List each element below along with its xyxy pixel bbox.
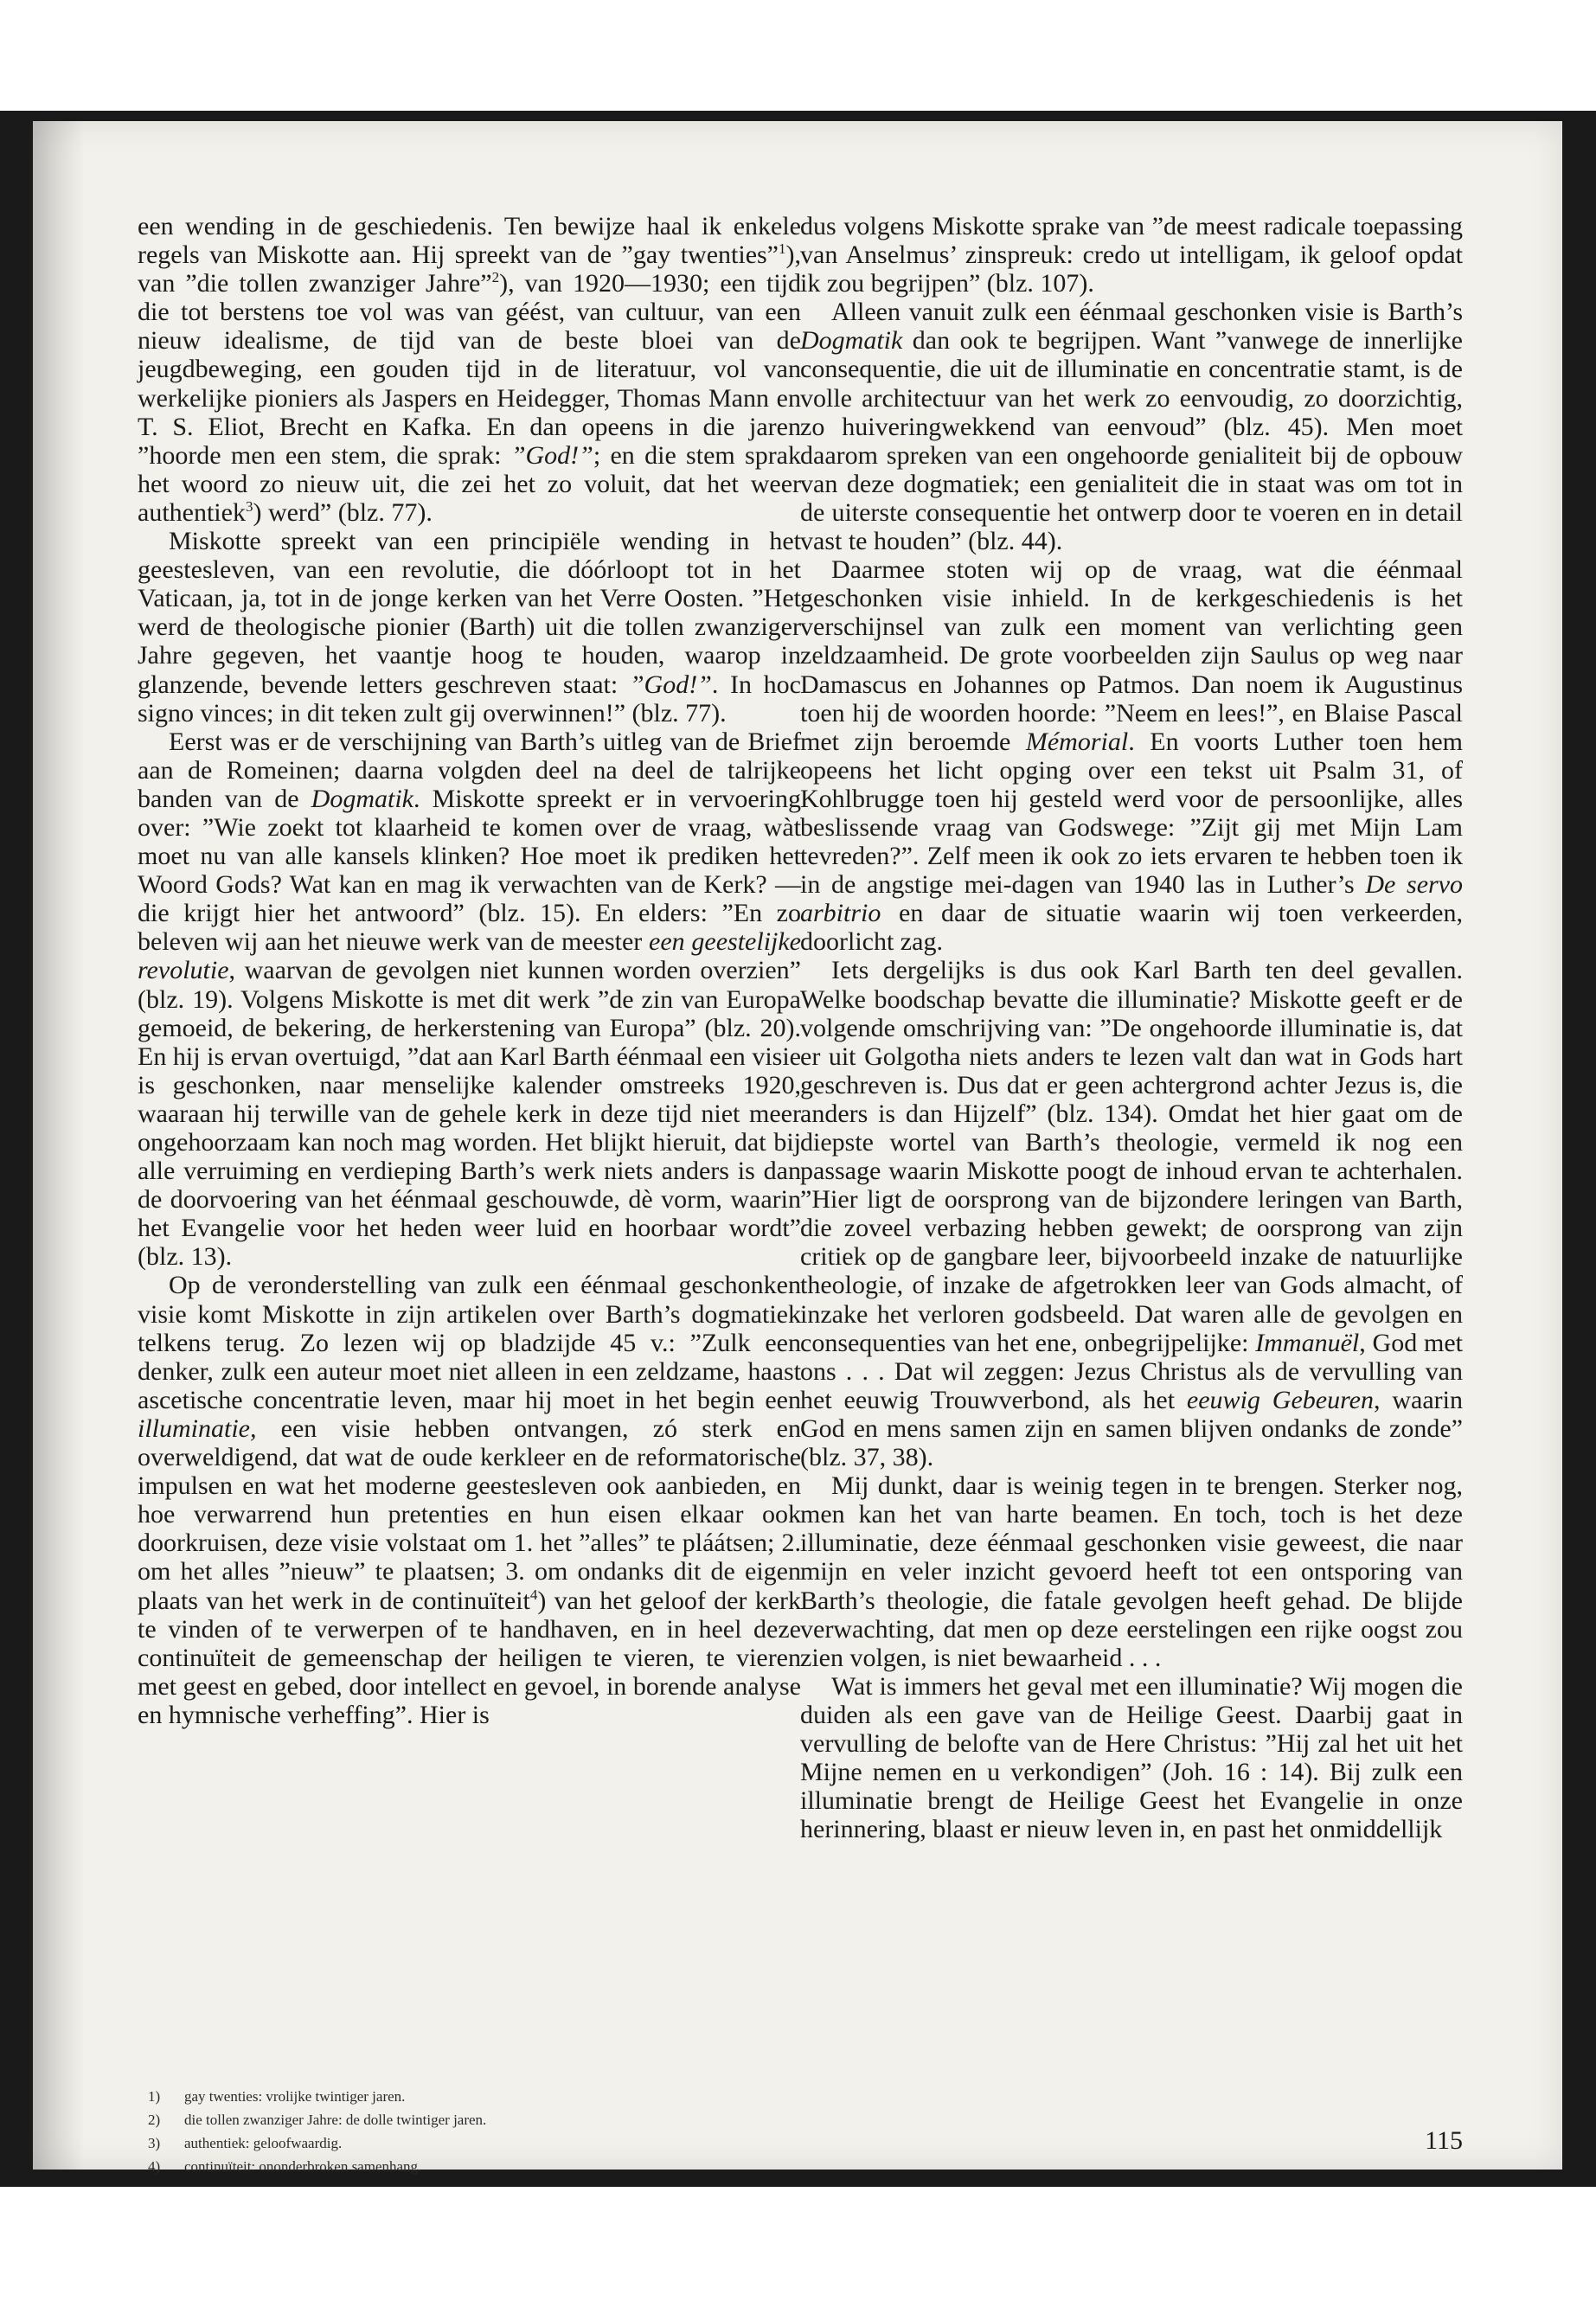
text-run: ; en die stem sprak het woord zo nieuw uit, die zei het zo voluit, dat het weer authentiek — [138, 440, 801, 527]
footnote-ref: 4 — [529, 1586, 538, 1603]
paragraph — [800, 1471, 1463, 1672]
text-run: ) van het geloof der kerk te vinden of te verwerpen of te handhaven, en in heel deze continuïteit de gemeenschap der heiligen te vieren, te vieren met geest en gebed, door intellect en gevoel, in borende analyse en hymnische verheffing”. Hier is — [138, 1586, 801, 1729]
footnote-ref: 3 — [245, 497, 253, 515]
text-run: ) werd” (blz. 77). — [253, 497, 433, 527]
footnote-mark: 2) — [148, 2112, 161, 2128]
italic-text: ”God!” — [629, 670, 712, 699]
text-run: en daar de situatie waarin wij toen verkeerden, doorlicht zag. — [800, 899, 1463, 957]
paragraph — [800, 212, 1463, 298]
text-run: Eerst was er de verschijning van Barth’s uitleg van de Brief aan de Romeinen; daarna volgden deel na deel de talrijke banden van de — [138, 727, 801, 813]
text-run: . In hoc signo vinces; in dit teken zult gij overwinnen!” (blz. 77). — [138, 670, 801, 727]
paragraph — [138, 1271, 801, 1729]
footnote-text: die tollen zwanziger Jahre: de dolle twintiger jaren. — [184, 2112, 487, 2128]
text-run: Miskotte spreekt van een principiële wending in het geestesleven, van een revolutie, die dóórloopt tot in het Vaticaan, ja, tot in de jonge kerken van het Verre Oosten. ”Het werd de theologische pionier (Barth) uit die tollen zwanziger Jahre gegeven, het vaantje hoog te houden, waarop in glanzende, bevende letters geschreven staat: — [138, 527, 801, 699]
text-run: , God met ons . . . Dat wil zeggen: Jezus Christus als de vervulling van het eeuwig Trouwverbond, als het — [800, 1328, 1463, 1414]
book-page — [33, 121, 1562, 2175]
footnote-mark: 1) — [148, 2088, 161, 2105]
italic-text: illuminatie, — [138, 1413, 257, 1443]
scan-border-bottom — [0, 2187, 1596, 2301]
paragraph — [138, 527, 801, 727]
paragraph — [800, 555, 1463, 956]
footnote-mark: 3) — [148, 2135, 161, 2151]
footnote — [138, 2155, 801, 2178]
text-run: Wat is immers het geval met een illuminatie? Wij mogen die duiden als een gave van de Heilige Geest. Daarbij gaat in vervulling de belofte van de Here Christus: ”Hij zal het uit het Mijne nemen en u verkondigen” (Joh. 16 : 14). Bij zulk een illuminatie brengt de Heilige Geest het Evangelie in onze herinnering, blaast er nieuw leven in, en past het onmiddellijk — [800, 1671, 1463, 1844]
text-run: . Miskotte spreekt er in vervoering over: ”Wie zoekt tot klaarheid te komen over de vraag, wàt moet nu van alle kansels klinken? Hoe moet ik prediken het Woord Gods? Wat kan en mag ik verwachten van de Kerk? — die krijgt hier het antwoord” (blz. 15). En elders: ”En zo beleven wij aan het nieuwe werk van de meester — [138, 784, 802, 957]
text-run: dan ook te begrijpen. Want ”vanwege de innerlijke consequentie, die uit de illuminatie en concentratie stamt, is de volle architectuur van het werk zo eenvoudig, zo doorzichtig, zo huiveringwekkend van eenvoud” (blz. 45). Men moet daarom spreken van een ongehoorde genialiteit bij de opbouw van deze dogmatiek; een genialiteit die in staat was om tot in de uiterste consequentie het ontwerp door te voeren en in detail vast te houden” (blz. 44). — [800, 326, 1463, 556]
text-run: Op de veronderstelling van zulk een éénmaal geschonken visie komt Miskotte in zijn artikelen over Barth’s dogmatiek telkens terug. Zo lezen wij op bladzijde 45 v.: ”Zulk een denker, zulk een auteur moet niet alleen in een zeldzame, haast ascetische concentratie leven, maar hij moet in het begin een — [138, 1271, 801, 1414]
footnote — [138, 2108, 801, 2131]
footnote — [138, 2085, 801, 2108]
italic-text: De servo arbitrio — [800, 870, 1463, 928]
text-run: een visie hebben ontvangen, zó sterk en overweldigend, dat wat de oude kerkleer en de reformatorische impulsen en wat het moderne geestesleven ook aanbieden, en hoe verwarrend hun pretenties en hun eisen elkaar ook doorkruisen, deze visie volstaat om 1. het ”alles” te pláátsen; 2. om het alles ”nieuw” te plaatsen; 3. om ondanks dit de eigen plaats van het werk in de continuïteit — [138, 1413, 801, 1615]
footnote — [138, 2131, 801, 2155]
text-run: een wending in de geschiedenis. Ten bewijze haal ik enkele regels van Miskotte aan. Hij spreekt van de ”gay twenties” — [138, 212, 801, 270]
right-column — [800, 212, 1463, 1843]
footnote-text: continuïteit: ononderbroken samenhang. — [184, 2158, 422, 2175]
text-run: ), van 1920—1930; een tijd die tot berstens toe vol was van géést, van cultuur, van een nieuw idealisme, de tijd van de beste bloei van de jeugdbeweging, een gouden tijd in de literatuur, vol van werkelijke pioniers als Jaspers en Heidegger, Thomas Mann en T. S. Eliot, Brecht en Kafka. En dan opeens in die jaren ”hoorde men een stem, die sprak: — [138, 269, 801, 470]
text-run: Iets dergelijks is dus ook Karl Barth ten deel gevallen. Welke boodschap bevatte die illuminatie? Miskotte geeft er de volgende omschrijving van: ”De ongehoorde illuminatie is, dat er uit Golgotha niets anders te lezen valt dan wat in Gods hart geschreven is. Dus dat er geen achtergrond achter Jezus is, die anders is dan Hijzelf” (blz. 134). Omdat het hier gaat om de diepste wortel van Barth’s theologie, vermeld ik nog een passage waarin Miskotte poogt de inhoud ervan te achterhalen. ”Hier ligt de oorsprong van de bijzondere leringen van Barth, die zoveel verbazing hebben gewekt; de oorsprong van zijn critiek op de gangbare leer, bijvoorbeeld inzake de natuurlijke theologie, of inzake de afgetrokken leer van Gods almacht, of inzake het verloren godsbeeld. Dat waren alle de gevolgen en consequenties van het ene, onbegrijpelijke: — [800, 956, 1463, 1357]
scan-border-top — [0, 0, 1596, 111]
italic-text: Immanuël — [1255, 1328, 1360, 1357]
italic-text: Mémorial — [1025, 727, 1129, 756]
italic-text: Dogmatik — [311, 784, 413, 813]
text-run: Alleen vanuit zulk een éénmaal geschonken visie is Barth’s — [831, 298, 1463, 327]
text-run: Daarmee stoten wij op de vraag, wat die éénmaal geschonken visie inhield. In de kerkgeschiedenis is het verschijnsel van zulk een moment van verlichting geen zeldzaamheid. De grote voorbeelden zijn Saulus op weg naar Damascus en Johannes op Patmos. Dan noem ik Augustinus toen hij de woorden hoorde: ”Neem en lees!”, en Blaise Pascal met zijn beroemde — [800, 555, 1463, 756]
paragraph — [800, 1672, 1463, 1844]
footnote-text: authentiek: geloofwaardig. — [184, 2135, 343, 2151]
paragraph — [800, 956, 1463, 1471]
paragraph — [138, 212, 801, 527]
footnote-ref: 1 — [779, 240, 786, 258]
text-run: dus volgens Miskotte sprake van ”de meest radicale toepassing van Anselmus’ zinspreuk: credo ut intelligam, ik geloof opdat ik zou begrijpen” (blz. 107). — [800, 212, 1463, 298]
text-run: ), van ”die tollen zwanziger Jahre” — [138, 240, 801, 298]
left-column — [138, 212, 801, 1729]
footnote-text: gay twenties: vrolijke twintiger jaren. — [184, 2088, 406, 2105]
text-run: . En voorts Luther toen hem opeens het licht opging over een tekst uit Psalm 31, of Kohlbrugge toen hij gesteld werd voor de persoonlijke, alles beslissende vraag van Godswege: ”Zijt gij met Mijn Lam tevreden?”. Zelf meen ik ook zo iets ervaren te hebben toen ik in de angstige mei-dagen van 1940 las in Luther’s — [800, 727, 1463, 900]
footnote-ref: 2 — [491, 269, 500, 286]
footnote-mark: 4) — [148, 2158, 161, 2175]
text-run: Mij dunkt, daar is weinig tegen in te brengen. Sterker nog, men kan het van harte beamen. En toch, toch is het deze illuminatie, deze éénmaal geschonken visie geweest, die naar mijn en veler inzicht gevoerd heeft tot een ontsporing van Barth’s theologie, die fatale gevolgen heeft gehad. De blijde verwachting, dat men op deze eerstelingen een rijke oogst zou zien volgen, is niet bewaarheid . . . — [800, 1471, 1463, 1672]
italic-text: Dogmatik — [800, 326, 903, 356]
text-run: , waarin God en mens samen zijn en samen blijven ondanks de zonde” (blz. 37, 38). — [800, 1385, 1463, 1472]
italic-text: eeuwig Gebeuren — [1186, 1385, 1374, 1414]
italic-text: ”God!” — [510, 440, 593, 470]
page-number: 115 — [1425, 2126, 1463, 2155]
text-run: , waarvan de gevolgen niet kunnen worden overzien” (blz. 19). Volgens Miskotte is met dit werk ”de zin van Europa gemoeid, de bekering, de herkerstening van Europa” (blz. 20). En hij is ervan overtuigd, ”dat aan Karl Barth éénmaal een visie is geschonken, naar menselijke kalender omstreeks 1920, waaraan hij terwille van de gehele kerk in deze tijd niet meer ongehoorzaam kan noch mag worden. Het blijkt hieruit, dat bij alle verruiming en verdieping Barth’s werk niets anders is dan de doorvoering van het éénmaal geschouwde, dè vorm, waarin het Evangelie voor het heden weer luid en hoorbaar wordt” (blz. 13). — [138, 956, 801, 1272]
gutter-shadow — [33, 121, 85, 2170]
paragraph — [800, 298, 1463, 555]
footnotes — [138, 2085, 801, 2178]
paragraph — [138, 727, 801, 1272]
italic-text: een geestelijke revolutie — [138, 927, 801, 985]
